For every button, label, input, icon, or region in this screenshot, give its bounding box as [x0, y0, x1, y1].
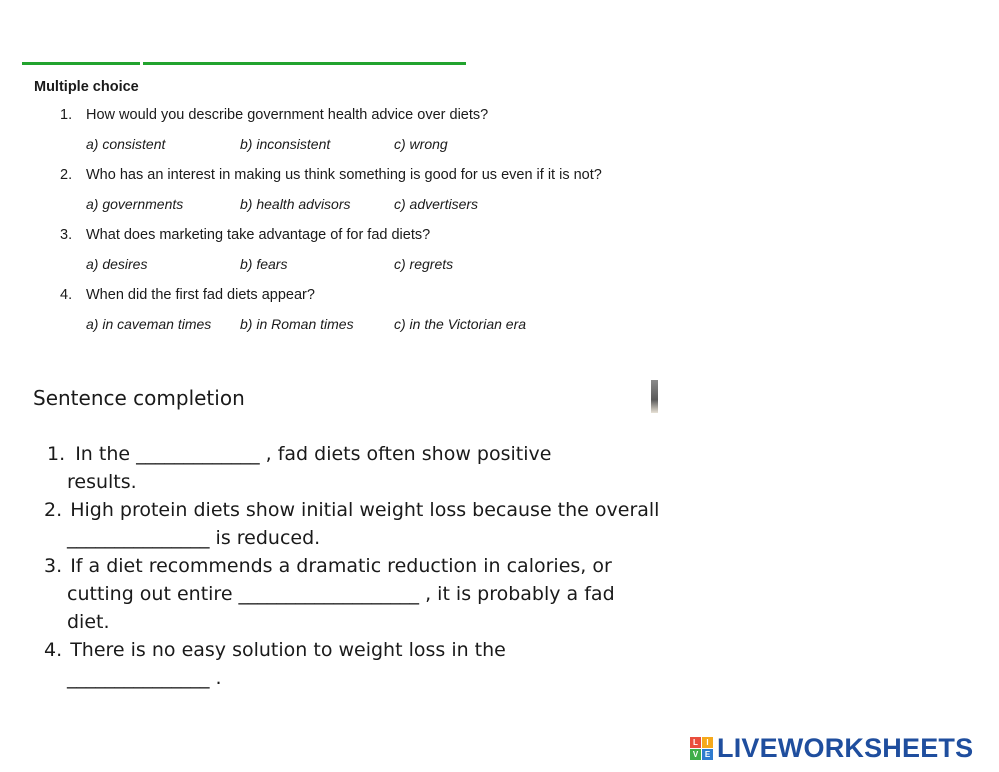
sentence-4-continued: [67, 664, 222, 692]
sentence-completion-title: Sentence completion: [33, 386, 245, 410]
multiple-choice-title: Multiple choice: [34, 79, 139, 95]
sentence-3-continued: [67, 580, 615, 608]
sentence-line[interactable]: cutting out entire ___________________ , it is probably a fad: [67, 583, 615, 605]
sentence-2-continued: [67, 524, 320, 552]
logo-tile: V: [690, 749, 701, 760]
option-c[interactable]: c) in the Victorian era: [394, 316, 527, 332]
logo-mark-icon: [690, 737, 713, 760]
question-2: [60, 167, 602, 183]
sentence-number: 3.: [44, 555, 63, 577]
option-a[interactable]: a) consistent: [86, 136, 166, 152]
logo-text: LIVEWORKSHEETS: [717, 732, 974, 763]
sentence-line[interactable]: _______________ .: [67, 667, 222, 689]
question-number: 3.: [60, 227, 73, 243]
liveworksheets-logo: [690, 731, 973, 765]
sentence-1-continued: [67, 468, 137, 496]
question-3: [60, 227, 430, 243]
sentence-number: 2.: [44, 499, 63, 521]
question-text: Who has an interest in making us think something is good for us even if it is not?: [86, 167, 602, 183]
logo-tile: E: [702, 749, 713, 760]
option-c[interactable]: c) advertisers: [394, 196, 479, 212]
option-b[interactable]: b) inconsistent: [240, 136, 331, 152]
sentence-number: 4.: [44, 639, 63, 661]
sentence-1: [47, 440, 551, 468]
sentence-line[interactable]: _______________ is reduced.: [67, 527, 321, 549]
option-b[interactable]: b) in Roman times: [240, 316, 354, 332]
question-text: What does marketing take advantage of for fad diets?: [86, 227, 431, 243]
option-c[interactable]: c) regrets: [394, 256, 454, 272]
sentence-2: [44, 496, 659, 524]
option-b[interactable]: b) fears: [240, 256, 288, 272]
question-text: How would you describe government health advice over diets?: [86, 107, 489, 123]
sentence-line: If a diet recommends a dramatic reduction in calories, or: [70, 555, 612, 577]
option-a[interactable]: a) desires: [86, 256, 148, 272]
option-a[interactable]: a) governments: [86, 196, 184, 212]
option-c[interactable]: c) wrong: [394, 136, 448, 152]
question-4: [60, 287, 315, 303]
sentence-3-continued-2: [67, 608, 110, 636]
sentence-3: [44, 552, 612, 580]
sentence-line: results.: [67, 471, 137, 493]
header-rule-right: [143, 62, 466, 65]
header-rule-left: [22, 62, 140, 65]
sentence-4: [44, 636, 506, 664]
option-b[interactable]: b) health advisors: [240, 196, 351, 212]
option-a[interactable]: a) in caveman times: [86, 316, 212, 332]
logo-tile: L: [690, 737, 701, 748]
sentence-line[interactable]: In the _____________ , fad diets often show positive: [75, 443, 552, 465]
sentence-line: High protein diets show initial weight loss because the overall: [70, 499, 660, 521]
question-number: 2.: [60, 167, 73, 183]
question-text: When did the first fad diets appear?: [86, 287, 315, 303]
sentence-line: There is no easy solution to weight loss in the: [70, 639, 506, 661]
question-number: 4.: [60, 287, 73, 303]
sentence-number: 1.: [47, 443, 66, 465]
question-number: 1.: [60, 107, 73, 123]
image-edge-fragment: [651, 380, 658, 413]
sentence-line: diet.: [67, 611, 110, 633]
question-1: [60, 107, 488, 123]
logo-tile: I: [702, 737, 713, 748]
